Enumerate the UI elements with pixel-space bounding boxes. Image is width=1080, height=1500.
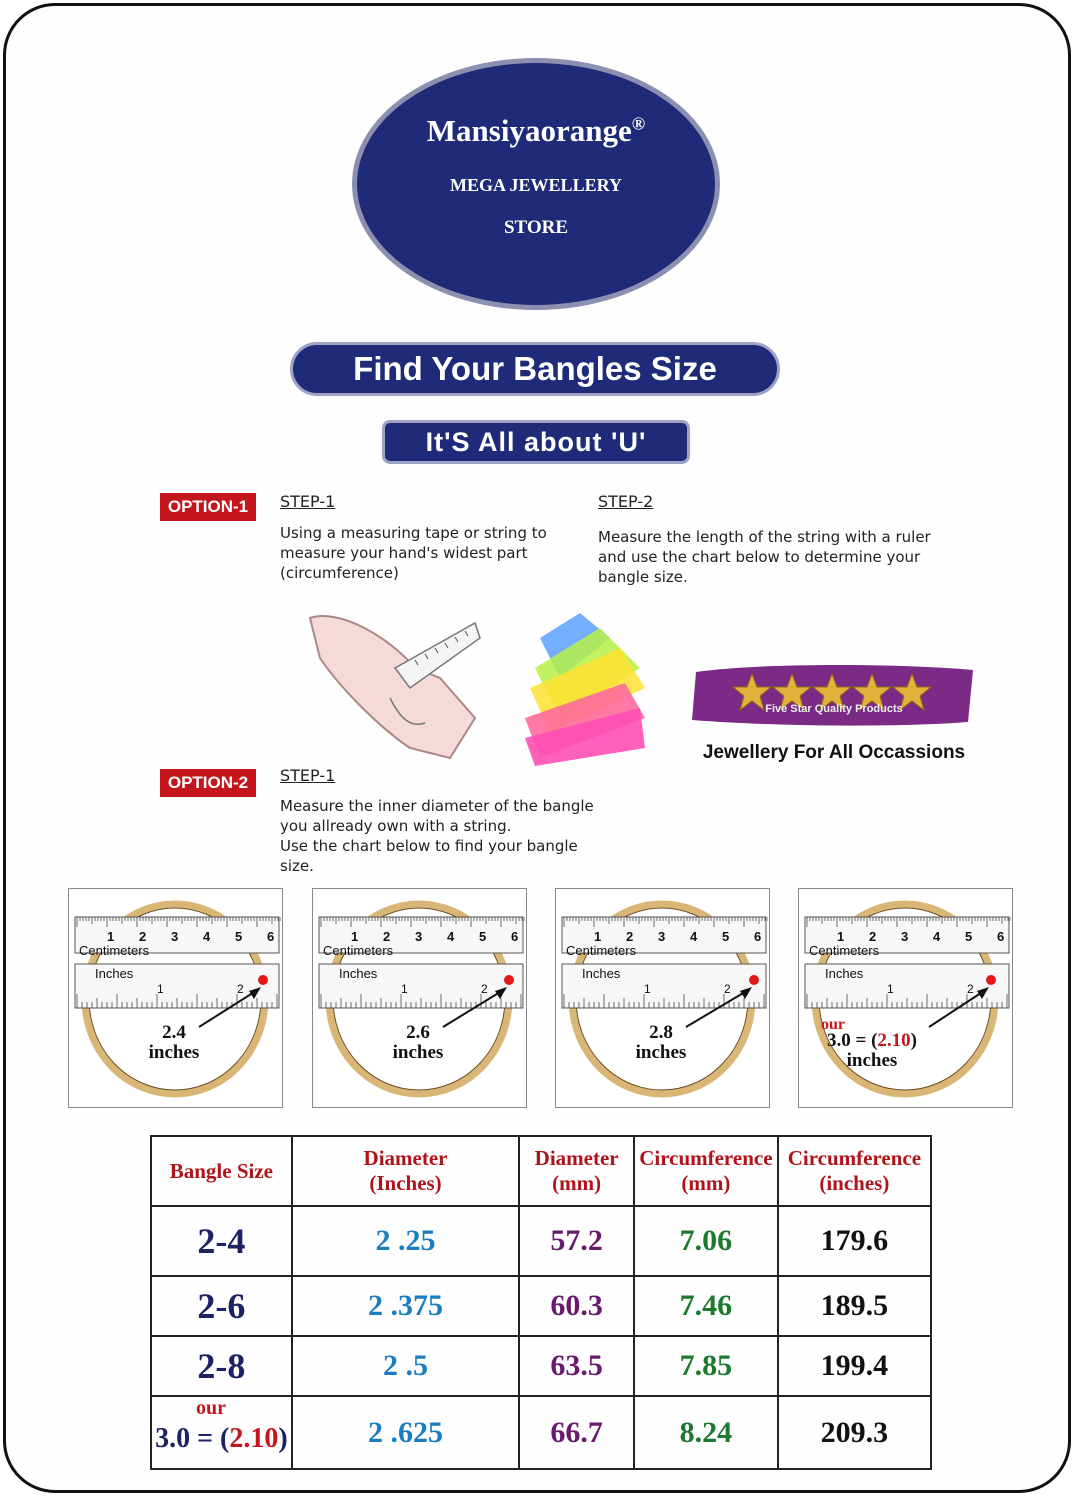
cell-dia-in: 2 .375 <box>292 1276 520 1336</box>
option-1-step-1-text: Using a measuring tape or string to measure your hand's widest part (circumference) <box>280 524 547 582</box>
svg-text:2: 2 <box>237 982 244 996</box>
measurement-value: 2.6 inches <box>392 1022 444 1063</box>
svg-text:6: 6 <box>511 929 519 944</box>
option-2-step-1-heading: STEP-1 <box>280 766 336 785</box>
badge-caption: Jewellery For All Occassions <box>702 742 966 763</box>
svg-text:2: 2 <box>481 982 488 996</box>
option-2-badge: OPTION-2 <box>160 769 256 797</box>
cell-circ-in: 179.6 <box>778 1206 931 1276</box>
cell-circ-mm: 7.85 <box>634 1336 778 1396</box>
svg-text:3: 3 <box>901 929 909 944</box>
svg-text:5: 5 <box>722 929 730 944</box>
svg-text:1: 1 <box>594 929 602 944</box>
svg-text:2: 2 <box>139 929 147 944</box>
inches-label: Inches <box>582 966 621 981</box>
cell-dia-mm: 66.7 <box>519 1396 634 1469</box>
measurement-prefix: our <box>821 1016 845 1033</box>
cell-circ-mm: 8.24 <box>634 1396 778 1469</box>
svg-text:3: 3 <box>415 929 423 944</box>
cell-size: 2-8 <box>151 1336 292 1396</box>
svg-text:4: 4 <box>203 929 211 944</box>
measurement-value: our 3.0 = (2.10) inches <box>821 1016 917 1071</box>
cell-circ-mm: 7.06 <box>634 1206 778 1276</box>
header-circumference-mm: Circumference (mm) <box>634 1136 778 1206</box>
page-subtitle: It'S All about 'U' <box>382 420 690 464</box>
bangle-size-table <box>150 1135 932 1470</box>
centimeters-label: Centimeters <box>809 943 880 958</box>
svg-text:1: 1 <box>837 929 845 944</box>
table-row <box>151 1206 931 1276</box>
svg-text:5: 5 <box>235 929 243 944</box>
measurement-value: 2.8 inches <box>635 1022 687 1063</box>
svg-text:6: 6 <box>267 929 275 944</box>
cell-circ-mm: 7.46 <box>634 1276 778 1336</box>
ruler-measure-card <box>555 888 770 1108</box>
brand-name: Mansiyaorange <box>426 113 632 148</box>
svg-text:2: 2 <box>383 929 391 944</box>
svg-text:1: 1 <box>157 982 164 996</box>
page-title: Find Your Bangles Size <box>290 342 780 396</box>
header-diameter-inches: Diameter (Inches) <box>292 1136 520 1206</box>
hand-measure-illustration <box>300 598 490 763</box>
table-header-row <box>151 1136 931 1206</box>
cell-dia-in: 2 .5 <box>292 1336 520 1396</box>
option-1-step-2-text: Measure the length of the string with a ruler and use the chart below to determine your bangle size. <box>598 528 931 586</box>
centimeters-label: Centimeters <box>566 943 637 958</box>
header-circumference-inches: Circumference (inches) <box>778 1136 931 1206</box>
cell-size: 2-6 <box>151 1276 292 1336</box>
cell-size: 2-4 <box>151 1206 292 1276</box>
option-1-step-2-heading: STEP-2 <box>598 492 654 511</box>
svg-text:1: 1 <box>401 982 408 996</box>
svg-text:5: 5 <box>965 929 973 944</box>
svg-text:2: 2 <box>724 982 731 996</box>
cell-dia-mm: 63.5 <box>519 1336 634 1396</box>
logo-tagline-2: STORE <box>503 217 569 238</box>
cell-circ-in: 199.4 <box>778 1336 931 1396</box>
svg-text:2: 2 <box>967 982 974 996</box>
bangle-ruler-illustration <box>69 889 281 1106</box>
bangle-ruler-illustration <box>799 889 1011 1106</box>
svg-text:2: 2 <box>869 929 877 944</box>
cell-circ-in: 189.5 <box>778 1276 931 1336</box>
header-bangle-size: Bangle Size <box>151 1136 292 1206</box>
inches-label: Inches <box>825 966 864 981</box>
bangle-ruler-illustration <box>313 889 525 1106</box>
ruler-measure-card <box>798 888 1013 1108</box>
svg-text:1: 1 <box>107 929 115 944</box>
table-row <box>151 1276 931 1336</box>
cell-size: our 3.0 = (2.10) <box>151 1396 292 1469</box>
option-2-step-1-text: Measure the inner diameter of the bangle you allready own with a string. Use the chart below to find your bangle size. <box>280 797 594 875</box>
store-logo <box>352 58 720 310</box>
logo-tagline-1: MEGA JEWELLERY <box>450 175 622 195</box>
inches-label: Inches <box>95 966 134 981</box>
svg-text:6: 6 <box>997 929 1005 944</box>
svg-text:3: 3 <box>658 929 666 944</box>
svg-text:4: 4 <box>933 929 941 944</box>
svg-text:1: 1 <box>887 982 894 996</box>
badge-text: Five Star Quality Products <box>765 703 903 715</box>
option-1-badge: OPTION-1 <box>160 493 256 521</box>
option-1-step-1-heading: STEP-1 <box>280 492 336 511</box>
svg-text:2: 2 <box>626 929 634 944</box>
measurement-value: 2.4 inches <box>148 1022 200 1063</box>
ruler-measure-card <box>312 888 527 1108</box>
svg-text:1: 1 <box>644 982 651 996</box>
table-row <box>151 1396 931 1469</box>
cell-dia-mm: 60.3 <box>519 1276 634 1336</box>
inches-label: Inches <box>339 966 378 981</box>
svg-text:1: 1 <box>351 929 359 944</box>
ruler-measure-card <box>68 888 283 1108</box>
svg-text:4: 4 <box>690 929 698 944</box>
centimeters-label: Centimeters <box>323 943 394 958</box>
svg-text:4: 4 <box>447 929 455 944</box>
cell-dia-in: 2 .625 <box>292 1396 520 1469</box>
svg-text:6: 6 <box>754 929 762 944</box>
cell-size-prefix: our <box>196 1397 226 1419</box>
svg-text:5: 5 <box>479 929 487 944</box>
bangle-ruler-illustration <box>556 889 768 1106</box>
cell-dia-in: 2 .25 <box>292 1206 520 1276</box>
table-row <box>151 1336 931 1396</box>
cell-dia-mm: 57.2 <box>519 1206 634 1276</box>
rulers-illustration <box>520 608 650 768</box>
svg-text:3: 3 <box>171 929 179 944</box>
cell-circ-in: 209.3 <box>778 1396 931 1469</box>
header-diameter-mm: Diameter (mm) <box>519 1136 634 1206</box>
registered-mark: ® <box>631 113 646 134</box>
five-star-badge <box>688 660 980 730</box>
centimeters-label: Centimeters <box>79 943 150 958</box>
